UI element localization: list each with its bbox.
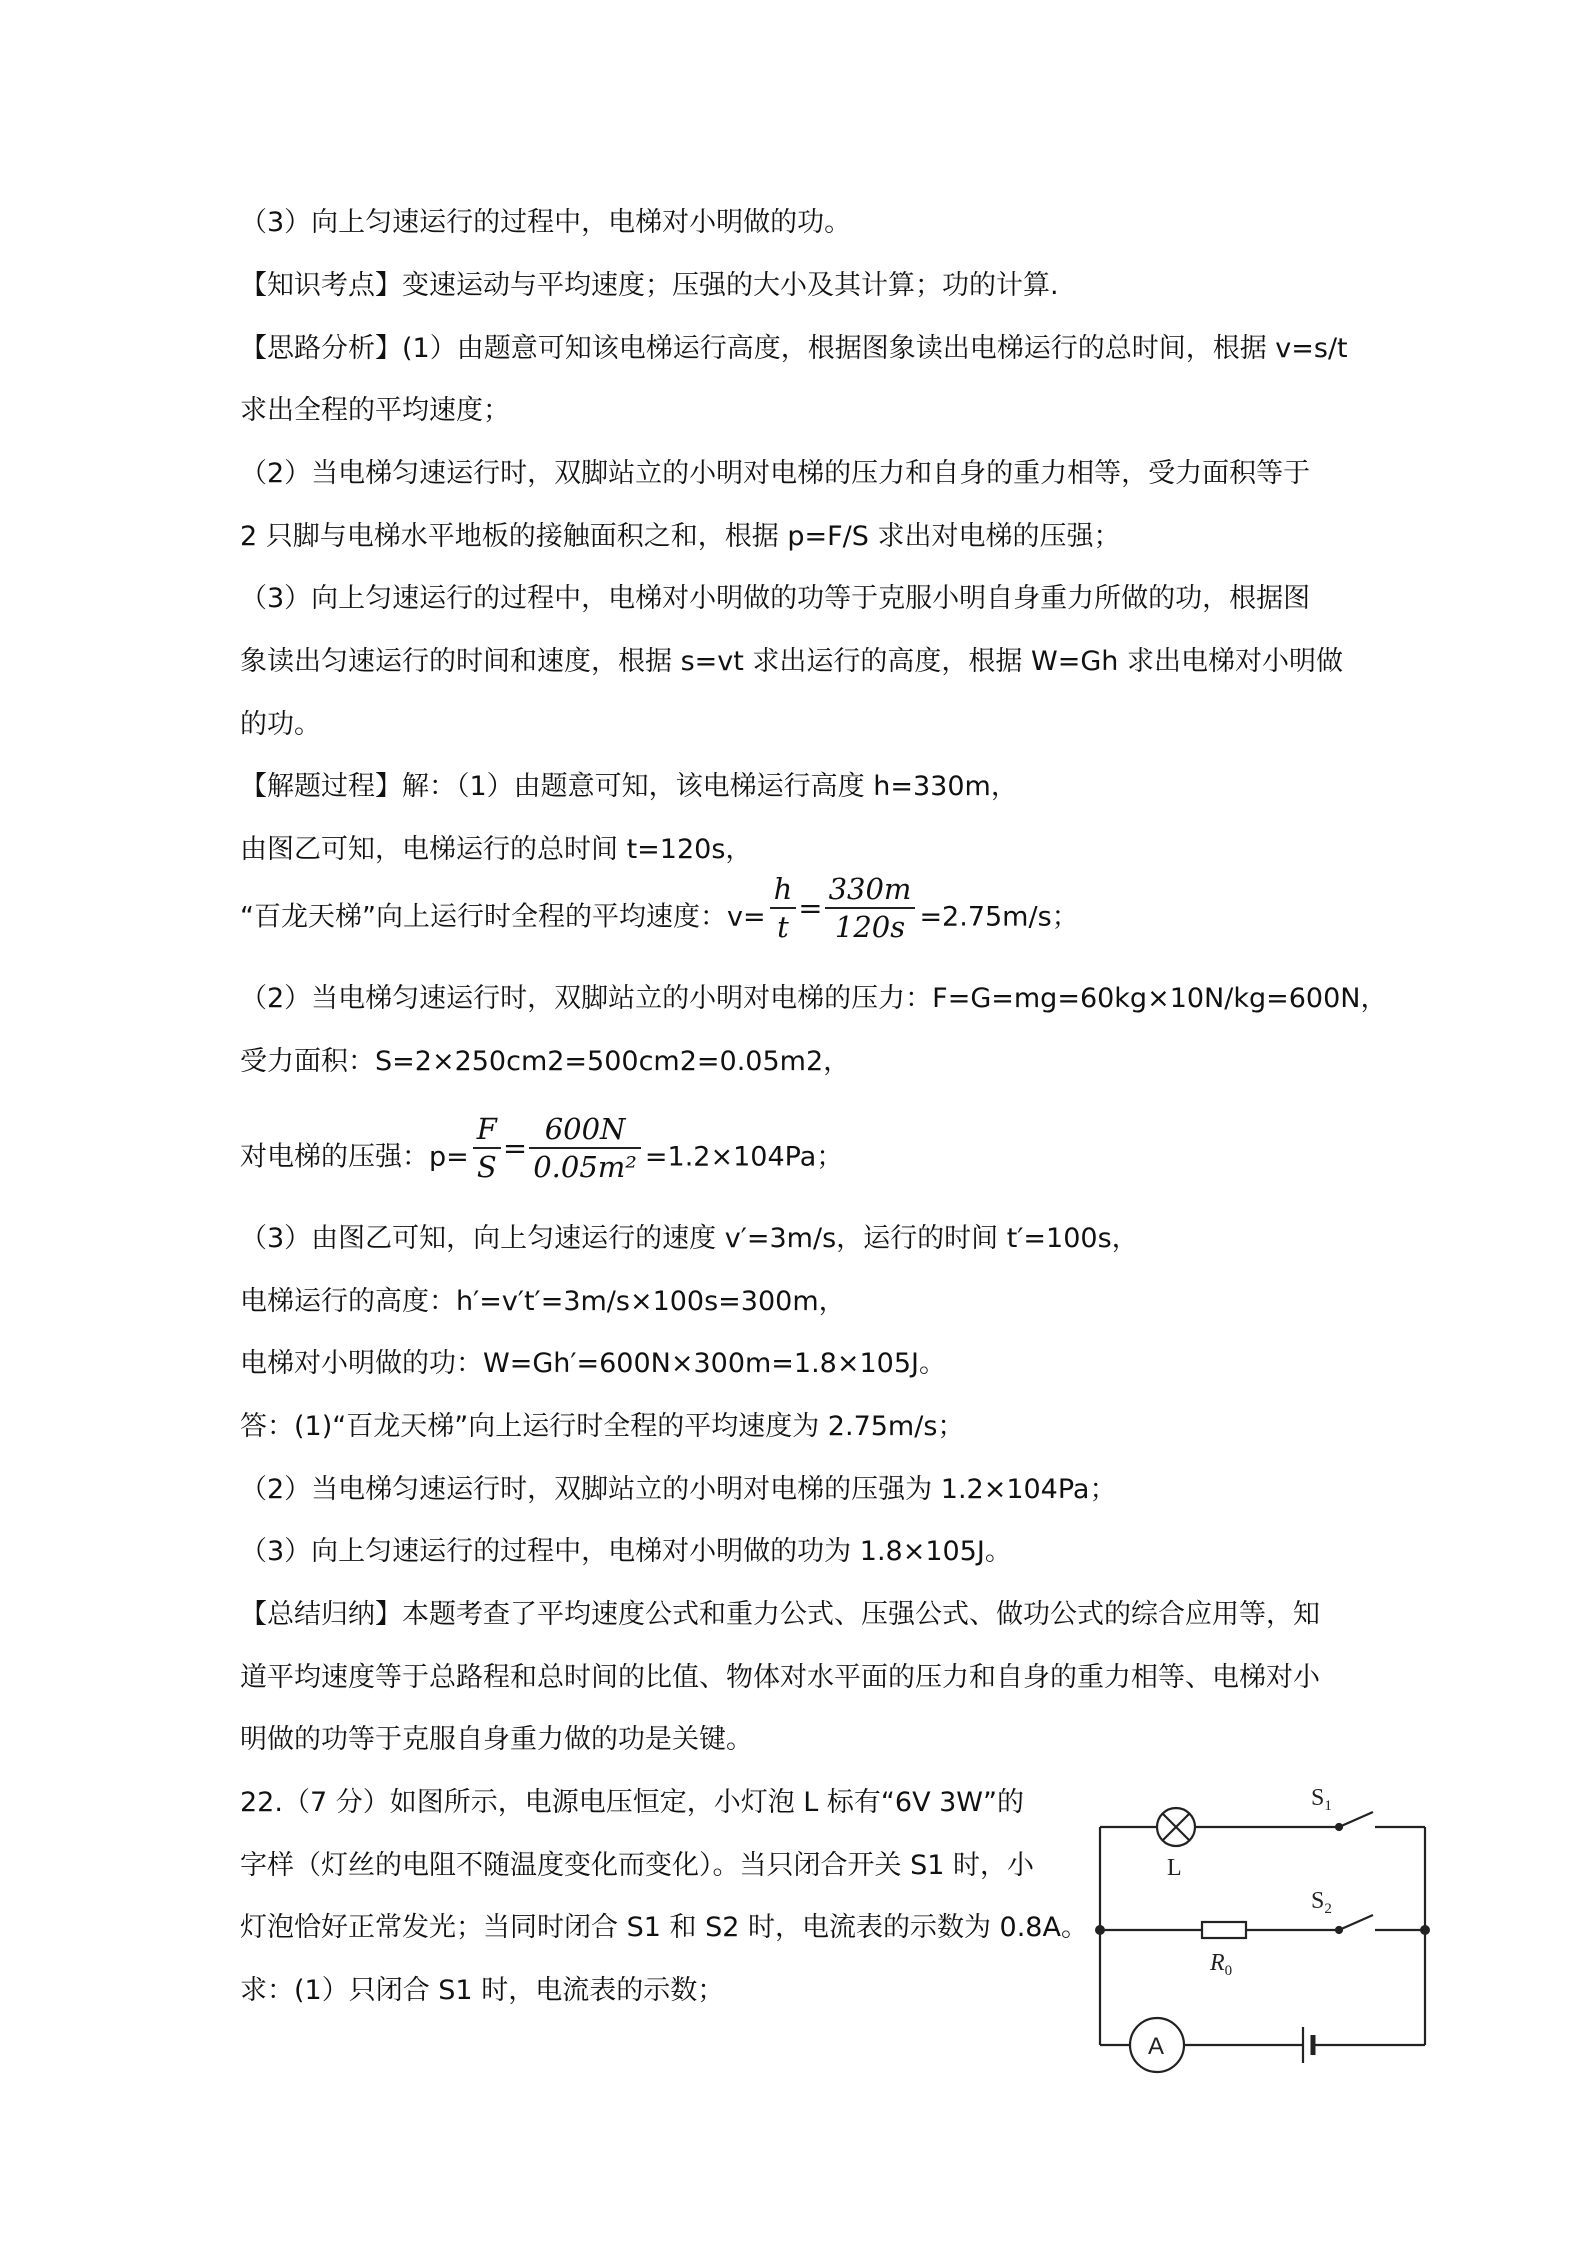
text-line: 灯泡恰好正常发光；当同时闭合 S1 和 S2 时，电流表的示数为 0.8A。 — [240, 1912, 1088, 1943]
formula-suffix: =2.75m/s； — [919, 901, 1079, 933]
junction-dot-left — [1095, 1925, 1105, 1935]
text-line: 【知识考点】变速运动与平均速度；压强的大小及其计算；功的计算. — [240, 270, 1059, 301]
text-line: （2）当电梯匀速运行时，双脚站立的小明对电梯的压强为 1.2×104Pa； — [240, 1474, 1117, 1505]
text-line: 【解题过程】解：（1）由题意可知，该电梯运行高度 h=330m， — [240, 771, 1018, 802]
fraction-h-over-t — [770, 871, 797, 945]
text-line: 答：(1)“百龙天梯”向上运行时全程的平均速度为 2.75m/s； — [240, 1411, 965, 1442]
ammeter-label: A — [1148, 2033, 1165, 2060]
formula-pressure — [240, 1112, 843, 1203]
equals-sign: = — [798, 890, 823, 925]
text-line: 求：(1）只闭合 S1 时，电流表的示数； — [240, 1975, 725, 2006]
fraction-numerator: 330m — [825, 871, 916, 909]
text-line: 2 只脚与电梯水平地板的接触面积之和，根据 p=F/S 求出对电梯的压强； — [240, 521, 1121, 552]
text-line: 字样（灯丝的电阻不随温度变化而变化）。当只闭合开关 S1 时，小 — [240, 1850, 1034, 1881]
formula-prefix: “百龙天梯”向上运行时全程的平均速度：v= — [240, 901, 766, 933]
resistor-label: $R_0$ — [1210, 1950, 1233, 1979]
fraction-numerator: 600N — [529, 1111, 641, 1149]
fraction-group — [770, 862, 916, 953]
fraction-330m-over-120s — [825, 871, 916, 945]
text-line: 22.（7 分）如图所示，电源电压恒定，小灯泡 L 标有“6V 3W”的 — [240, 1787, 1024, 1818]
fraction-denominator: S — [476, 1149, 497, 1184]
text-line: （3）由图乙可知，向上匀速运行的速度 v′=3m/s，运行的时间 t′=100s， — [240, 1223, 1139, 1254]
text-line: 【总结归纳】本题考查了平均速度公式和重力公式、压强公式、做功公式的综合应用等，知 — [240, 1599, 1320, 1630]
equals-sign: = — [502, 1130, 528, 1165]
text-line: 的功。 — [240, 709, 321, 740]
lamp-label: L — [1167, 1855, 1182, 1881]
text-line: 象读出匀速运行的时间和速度，根据 s=vt 求出运行的高度，根据 W=Gh 求出电梯对小明做 — [240, 646, 1343, 677]
text-line: 电梯对小明做的功：W=Gh′=600N×300m=1.8×105J。 — [240, 1348, 946, 1379]
switch-s2-label: $S_2$ — [1311, 1888, 1332, 1917]
fraction-numerator: F — [473, 1111, 501, 1149]
text-line: （2）当电梯匀速运行时，双脚站立的小明对电梯的压力：F=G=mg=60kg×10N/kg=600N， — [240, 983, 1388, 1014]
switch-s2-blade — [1339, 1915, 1373, 1930]
fraction-600n-over-area — [529, 1111, 641, 1185]
circuit-diagram — [1085, 1775, 1440, 2075]
text-line: 【思路分析】(1）由题意可知该电梯运行高度，根据图象读出电梯运行的总时间，根据 v=s/t — [240, 333, 1348, 364]
text-line: （3）向上匀速运行的过程中，电梯对小明做的功为 1.8×105J。 — [240, 1536, 1012, 1567]
text-line: 由图乙可知，电梯运行的总时间 t=120s， — [240, 834, 753, 865]
fraction-f-over-s — [473, 1111, 501, 1185]
formula-average-speed — [240, 872, 1079, 963]
formula-suffix: =1.2×104Pa； — [644, 1141, 844, 1173]
text-line: 受力面积：S=2×250cm2=500cm2=0.05m2， — [240, 1046, 851, 1077]
text-line: 明做的功等于克服自身重力做的功是关键。 — [240, 1724, 753, 1755]
fraction-denominator: 120s — [834, 909, 906, 944]
fraction-denominator: t — [777, 909, 789, 944]
text-line: 求出全程的平均速度； — [240, 395, 510, 426]
switch-s1-blade — [1339, 1812, 1373, 1827]
fraction-numerator: h — [770, 871, 797, 909]
fraction-denominator: 0.05m² — [533, 1149, 637, 1184]
text-line: （3）向上匀速运行的过程中，电梯对小明做的功等于克服小明自身重力所做的功，根据图 — [240, 583, 1311, 614]
formula-prefix: 对电梯的压强：p= — [240, 1141, 469, 1173]
text-line: 道平均速度等于总路程和总时间的比值、物体对水平面的压力和自身的重力相等、电梯对小 — [240, 1662, 1320, 1693]
fraction-group — [473, 1102, 641, 1193]
junction-dot-right — [1420, 1925, 1430, 1935]
resistor-r0 — [1202, 1922, 1246, 1938]
text-line: 电梯运行的高度：h′=v′t′=3m/s×100s=300m， — [240, 1286, 846, 1317]
switch-s1-label: $S_1$ — [1311, 1785, 1332, 1814]
text-line: （3）向上匀速运行的过程中，电梯对小明做的功。 — [240, 207, 852, 238]
text-line: （2）当电梯匀速运行时，双脚站立的小明对电梯的压力和自身的重力相等，受力面积等于 — [240, 458, 1311, 489]
